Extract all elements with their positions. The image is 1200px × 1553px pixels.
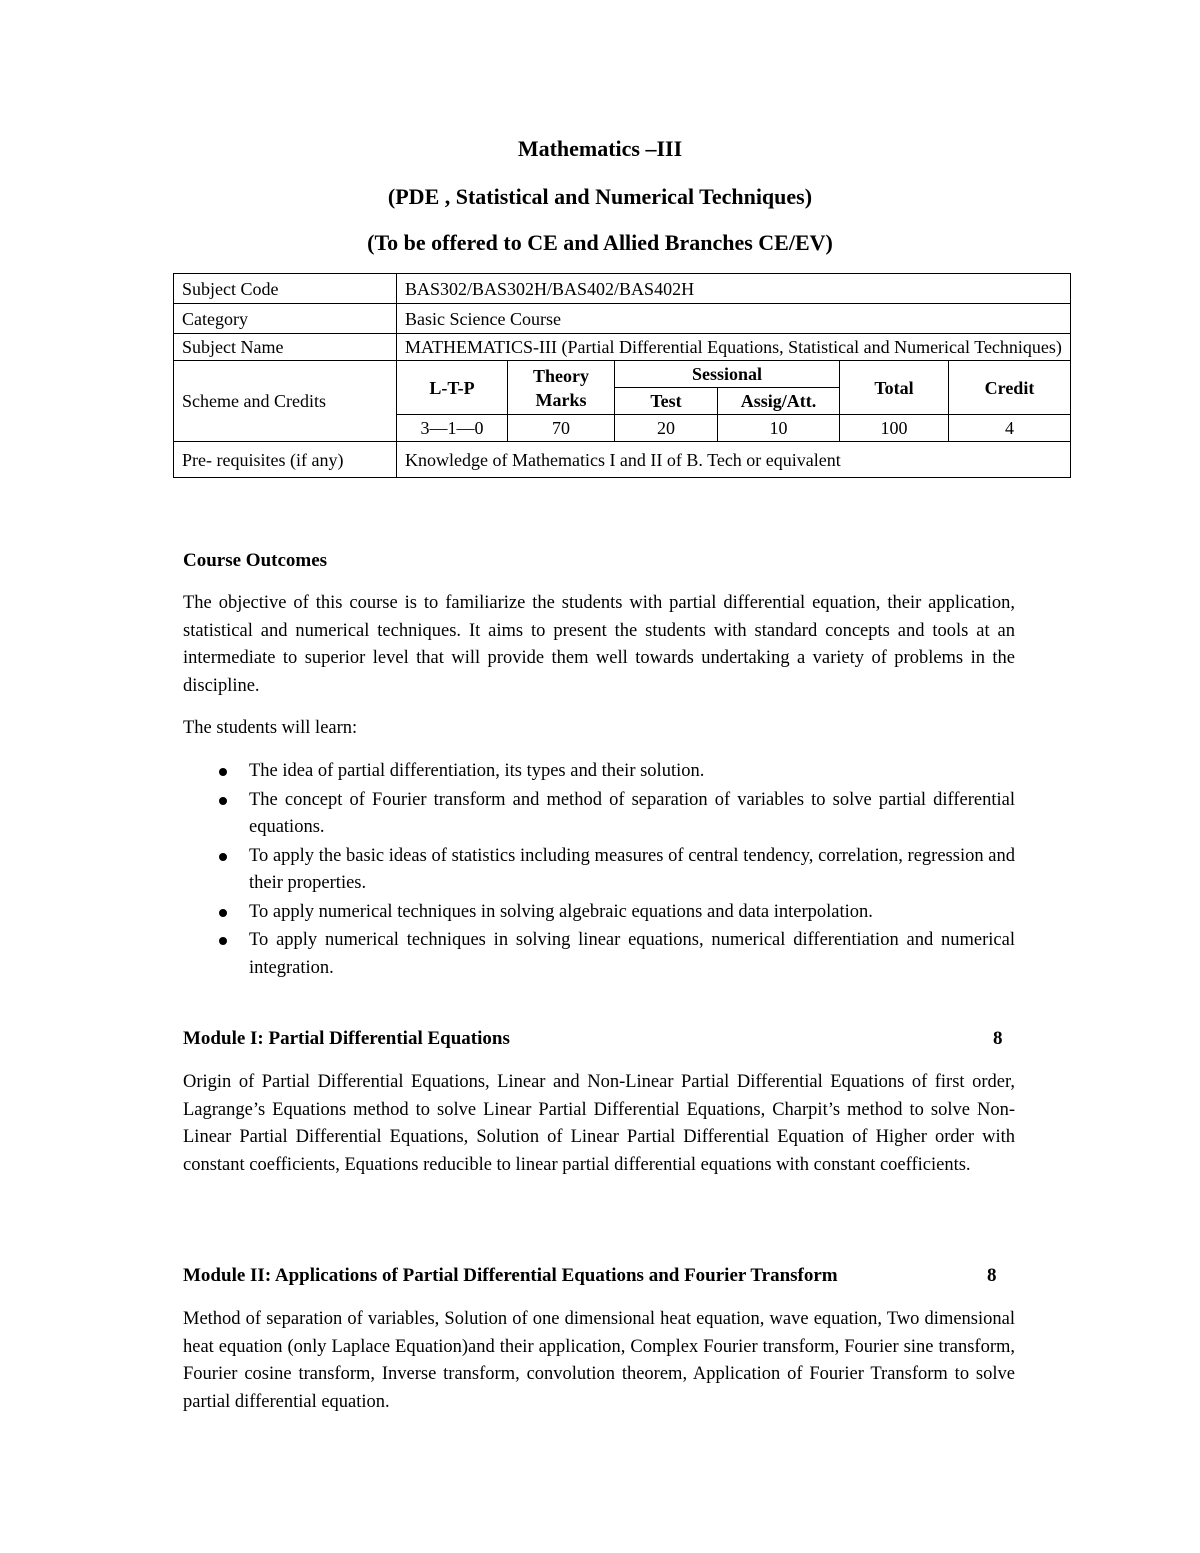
sessional-header: Sessional [615,361,840,388]
outcome-text: To apply numerical techniques in solving linear equations, numerical differentiation and numerical integration. [249,930,1015,978]
category-label: Category [174,304,397,334]
prereq-label: Pre- requisites (if any) [174,442,397,478]
module-1-title: Module I: Partial Differential Equations [183,1028,510,1049]
list-item [183,899,1015,927]
module-2-content: Method of separation of variables, Solution of one dimensional heat equation, wave equation, Two dimensional heat equation (only Laplace Equation)and their application, Complex Fourier transform, Fourier sine transform, Fourier cosine transform, Inverse transform, convolution theorem, Application of Fourier Transform to solve partial differential equation. [183,1309,1015,1412]
table-row [174,361,1071,388]
prereq-value: Knowledge of Mathematics I and II of B. Tech or equivalent [397,442,1071,478]
bullet-icon [219,909,227,917]
list-item [183,843,1015,898]
bullet-icon [219,853,227,861]
table-row [174,274,1071,304]
list-item [183,787,1015,842]
course-objective-paragraph: The objective of this course is to familiarize the students with partial differential equation, their application, statistical and numerical techniques. It aims to present the students with standard concepts and tools at an intermediate to superior level that will provide them well towards undertaking a variety of problems in the discipline. [183,593,1015,696]
offered-to-line: (To be offered to CE and Allied Branches CE/EV) [367,230,833,255]
outcome-text: The concept of Fourier transform and method of separation of variables to solve partial differential equations. [249,789,1015,837]
ltp-value: 3—1—0 [397,415,508,442]
outcome-text: The idea of partial differentiation, its types and their solution. [249,761,705,781]
assig-header: Assig/Att. [718,388,840,415]
document-subtitle: (PDE , Statistical and Numerical Techniques) [387,184,813,209]
credit-value: 4 [949,415,1071,442]
assig-value: 10 [718,415,840,442]
test-value: 20 [615,415,718,442]
credit-header: Credit [949,361,1071,415]
document-title: Mathematics –III [517,136,683,161]
table-row [174,334,1071,361]
outcome-text: To apply numerical techniques in solving algebraic equations and data interpolation. [249,901,873,922]
total-value: 100 [840,415,949,442]
module-1-hours: 8 [993,1028,1003,1049]
subject-code-label: Subject Code [174,274,397,304]
subject-details-table [173,273,1071,478]
outcomes-list [183,758,1015,983]
list-item [183,927,1015,982]
module-1-content: Origin of Partial Differential Equations, Linear and Non-Linear Partial Differential Equations of first order, Lagrange’s Equations method to solve Linear Partial Differential Equations, Charpit’s method to solve Non-Linear Partial Differential Equations, Solution of Linear Partial Differential Equation of Higher order with constant coefficients, Equations reducible to linear partial differential equations with constant coefficients. [183,1072,1015,1175]
learn-intro: The students will learn: [183,718,358,738]
category-value: Basic Science Course [397,304,1071,334]
ltp-header: L-T-P [397,361,508,415]
subject-code-value: BAS302/BAS302H/BAS402/BAS402H [397,274,1071,304]
subject-name-label: Subject Name [174,334,397,361]
bullet-icon [219,768,227,776]
bullet-icon [219,937,227,945]
outcome-text: To apply the basic ideas of statistics including measures of central tendency, correlation, regression and their properties. [249,845,1015,893]
total-header: Total [840,361,949,415]
theory-header: Theory Marks [508,361,615,415]
module-2-title: Module II: Applications of Partial Differential Equations and Fourier Transform [183,1265,838,1286]
subject-name-value: MATHEMATICS-III (Partial Differential Equations, Statistical and Numerical Techniques) [397,334,1071,361]
list-item [183,758,1015,786]
test-header: Test [615,388,718,415]
theory-value: 70 [508,415,615,442]
table-row [174,304,1071,334]
bullet-icon [219,797,227,805]
table-row [174,442,1071,478]
module-2-hours: 8 [987,1265,997,1286]
course-outcomes-heading: Course Outcomes [183,550,328,571]
scheme-label: Scheme and Credits [174,361,397,442]
